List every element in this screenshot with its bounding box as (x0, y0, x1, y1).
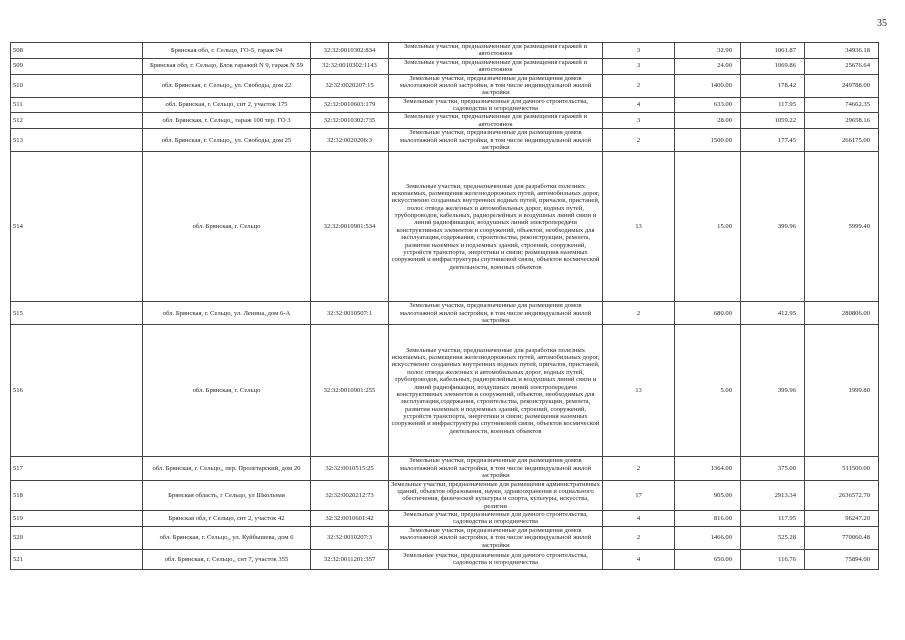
row-number: 519 (11, 511, 143, 527)
row-rate: 399.96 (741, 325, 805, 457)
row-rate: 117.95 (741, 511, 805, 527)
table-row (11, 113, 879, 129)
row-cadastral-number: 32:32:0010302:1143 (311, 58, 389, 74)
row-cadastral-number: 32:32:0010207:3 (311, 526, 389, 549)
row-address: Брянская обл, г Сельцо, снт 2, участок 42 (143, 511, 311, 527)
row-land-usage: Земельные участки, предназначенные для разработки полезных ископаемых, размещения железнодорожных путей, автомобильных дорог, искусственно созданных внутренних водных путей, причалов, пристаней, полос отвода железных и автомобильных дорог, водных путей, трубопроводов, кабельных, радиорелейных и воздушных линий связи и линий радиофикации, воздушных линий электропередачи конструктивных элементов и сооружений, объектов, необходимых для эксплуатации,содержания, строительства, реконструкции, ремонта, развития наземных и подземных зданий, строений, сооружений, устройств транспорта, энергетики и связи; размещения наземных сооружений и инфраструктуры спутниковой связи, объектов космической деятельности, военных объектов (389, 152, 603, 302)
row-number: 520 (11, 526, 143, 549)
row-rate: 177.45 (741, 129, 805, 152)
row-number: 514 (11, 152, 143, 302)
row-area: 1364.00 (675, 457, 741, 480)
row-cadastral-value: 2636572.70 (805, 480, 879, 511)
row-cadastral-number: 32:32:0010603:179 (311, 97, 389, 113)
table-row (11, 325, 879, 457)
row-number: 515 (11, 302, 143, 325)
row-area: 24.00 (675, 58, 741, 74)
row-number: 511 (11, 97, 143, 113)
row-cadastral-value: 266175.00 (805, 129, 879, 152)
table-row (11, 129, 879, 152)
table-row (11, 511, 879, 527)
row-land-usage: Земельные участки, предназначенные для размещения домов малоэтажной жилой застройки, в том числе индивидуальной жилой застройки (389, 457, 603, 480)
row-land-usage: Земельные участки, предназначенные для размещения домов малоэтажной жилой застройки, в том числе индивидуальной жилой застройки (389, 526, 603, 549)
row-area: 633.00 (675, 97, 741, 113)
row-area: 816.00 (675, 511, 741, 527)
row-rate: 1069.86 (741, 58, 805, 74)
row-address: обл. Брянская, г. Сельцо (143, 152, 311, 302)
row-rate: 399.96 (741, 152, 805, 302)
row-number: 517 (11, 457, 143, 480)
row-rate: 178.42 (741, 74, 805, 97)
table-row (11, 58, 879, 74)
row-group: 2 (603, 74, 675, 97)
row-rate: 116.76 (741, 549, 805, 569)
row-cadastral-number: 32:32:0010507:1 (311, 302, 389, 325)
row-group: 17 (603, 480, 675, 511)
row-group: 3 (603, 58, 675, 74)
row-number: 513 (11, 129, 143, 152)
row-cadastral-value: 280806.00 (805, 302, 879, 325)
row-address: обл. Брянская, г. Сельцо,, ул. Куйбышева, дом 6 (143, 526, 311, 549)
row-group: 3 (603, 43, 675, 59)
row-cadastral-value: 5999.40 (805, 152, 879, 302)
row-rate: 117.95 (741, 97, 805, 113)
row-land-usage: Земельные участки, предназначенные для дачного строительства, садоводства и огородничества (389, 97, 603, 113)
row-cadastral-number: 32:32:0010515:25 (311, 457, 389, 480)
row-group: 2 (603, 302, 675, 325)
row-cadastral-value: 249788.00 (805, 74, 879, 97)
row-cadastral-value: 29658.16 (805, 113, 879, 129)
row-cadastral-number: 32:32:0020212:73 (311, 480, 389, 511)
row-group: 4 (603, 549, 675, 569)
row-address: обл. Брянская, г. Сельцо (143, 325, 311, 457)
row-cadastral-number: 32:32:0010901:534 (311, 152, 389, 302)
row-cadastral-value: 74662.35 (805, 97, 879, 113)
row-land-usage: Земельные участки, предназначенные для размещения гаражей и автостоянок (389, 43, 603, 59)
row-land-usage: Земельные участки, предназначенные для размещения административных зданий, объектов образования, науки, здравоохранения и социального обеспечения, физической культуры и спорта, культуры, искусства, религии (389, 480, 603, 511)
row-cadastral-number: 32:32:0010901:255 (311, 325, 389, 457)
row-group: 3 (603, 113, 675, 129)
page-number: 35 (877, 18, 887, 29)
table-row (11, 526, 879, 549)
table-row (11, 74, 879, 97)
row-cadastral-value: 770060.48 (805, 526, 879, 549)
table-body (11, 43, 879, 570)
table-row (11, 302, 879, 325)
row-number: 509 (11, 58, 143, 74)
row-number: 516 (11, 325, 143, 457)
table-row (11, 457, 879, 480)
row-cadastral-number: 32:32:0020206:3 (311, 129, 389, 152)
table-row (11, 480, 879, 511)
row-group: 4 (603, 97, 675, 113)
row-cadastral-value: 25676.64 (805, 58, 879, 74)
row-area: 1400.00 (675, 74, 741, 97)
row-area: 15.00 (675, 152, 741, 302)
row-land-usage: Земельные участки, предназначенные для дачного строительства, садоводства и огородничества (389, 549, 603, 569)
row-land-usage: Земельные участки, предназначенные для размещения домов малоэтажной жилой застройки, в том числе индивидуальной жилой застройки (389, 129, 603, 152)
row-address: обл. Брянская, г. Сельцо,, снт 7, участок 355 (143, 549, 311, 569)
row-number: 518 (11, 480, 143, 511)
row-group: 13 (603, 325, 675, 457)
row-rate: 375.00 (741, 457, 805, 480)
row-group: 4 (603, 511, 675, 527)
row-address: обл. Брянская, г. Сельцо,, ул. Свободы, дом 22 (143, 74, 311, 97)
table-row (11, 97, 879, 113)
row-cadastral-value: 75894.00 (805, 549, 879, 569)
cadastral-table (10, 42, 879, 570)
row-area: 680.00 (675, 302, 741, 325)
row-number: 521 (11, 549, 143, 569)
row-cadastral-number: 32:32:0011201:357 (311, 549, 389, 569)
row-land-usage: Земельные участки, предназначенные для размещения домов малоэтажной жилой застройки, в том числе индивидуальной жилой застройки (389, 302, 603, 325)
row-group: 13 (603, 152, 675, 302)
row-cadastral-number: 32:32:0020207:15 (311, 74, 389, 97)
row-cadastral-value: 511500.00 (805, 457, 879, 480)
row-area: 32.90 (675, 43, 741, 59)
row-land-usage: Земельные участки, предназначенные для разработки полезных ископаемых, размещения железнодорожных путей, автомобильных дорог, искусственно созданных внутренних водных путей, причалов, пристаней, полос отвода железных и автомобильных дорог, водных путей, трубопроводов, кабельных, радиорелейных и воздушных линий связи и линий радиофикации, воздушных линий электропередачи конструктивных элементов и сооружений, объектов, необходимых для эксплуатации,содержания, строительства, реконструкции, ремонта, развития наземных и подземных зданий, строений, сооружений, устройств транспорта, энергетики и связи; размещения наземных сооружений и инфраструктуры спутниковой связи, объектов космической деятельности, военных объектов (389, 325, 603, 457)
table-row (11, 43, 879, 59)
row-land-usage: Земельные участки, предназначенные для размещения домов малоэтажной жилой застройки, в том числе индивидуальной жилой застройки (389, 74, 603, 97)
row-land-usage: Земельные участки, предназначенные для размещения гаражей и автостоянок (389, 58, 603, 74)
row-address: обл. Брянская, г. Сельцо, снт 2, участок 175 (143, 97, 311, 113)
row-address: обл. Брянская, г. Сельцо, ул. Ленина, дом 6-А (143, 302, 311, 325)
row-address: Брянская область, г Сельцо, ул Школьная (143, 480, 311, 511)
row-area: 905.00 (675, 480, 741, 511)
row-address: обл. Брянская, г. Сельцо,, ул. Свободы, дом 25 (143, 129, 311, 152)
row-group: 2 (603, 129, 675, 152)
table-row (11, 152, 879, 302)
row-number: 508 (11, 43, 143, 59)
row-rate: 412.95 (741, 302, 805, 325)
row-cadastral-number: 32:32:0010601:42 (311, 511, 389, 527)
row-address: обл. Брянская, г. Сельцо,, гараж 100 тер. ГО 3 (143, 113, 311, 129)
row-area: 1466.00 (675, 526, 741, 549)
row-number: 510 (11, 74, 143, 97)
row-cadastral-number: 32:32:0010302:834 (311, 43, 389, 59)
row-address: Брянская обл, г. Сельцо, Блок гаражей N 9, гараж N 59 (143, 58, 311, 74)
row-address: Брянская обл, г. Сельцо, ГО-5, гараж 94 (143, 43, 311, 59)
row-rate: 525.28 (741, 526, 805, 549)
row-group: 2 (603, 457, 675, 480)
row-address: обл. Брянская, г. Сельцо,, пер. Пролетарский, дом 20 (143, 457, 311, 480)
row-area: 650.00 (675, 549, 741, 569)
row-cadastral-value: 1999.80 (805, 325, 879, 457)
row-area: 1500.00 (675, 129, 741, 152)
row-land-usage: Земельные участки, предназначенные для дачного строительства, садоводства и огородничества (389, 511, 603, 527)
row-cadastral-value: 96247.20 (805, 511, 879, 527)
table-row (11, 549, 879, 569)
row-area: 28.00 (675, 113, 741, 129)
row-cadastral-value: 34936.18 (805, 43, 879, 59)
row-area: 5.00 (675, 325, 741, 457)
row-rate: 1059.22 (741, 113, 805, 129)
row-group: 2 (603, 526, 675, 549)
row-number: 512 (11, 113, 143, 129)
row-rate: 2913.34 (741, 480, 805, 511)
row-rate: 1061.87 (741, 43, 805, 59)
row-cadastral-number: 32:32:0010302:735 (311, 113, 389, 129)
row-land-usage: Земельные участки, предназначенные для размещения гаражей и автостоянок (389, 113, 603, 129)
